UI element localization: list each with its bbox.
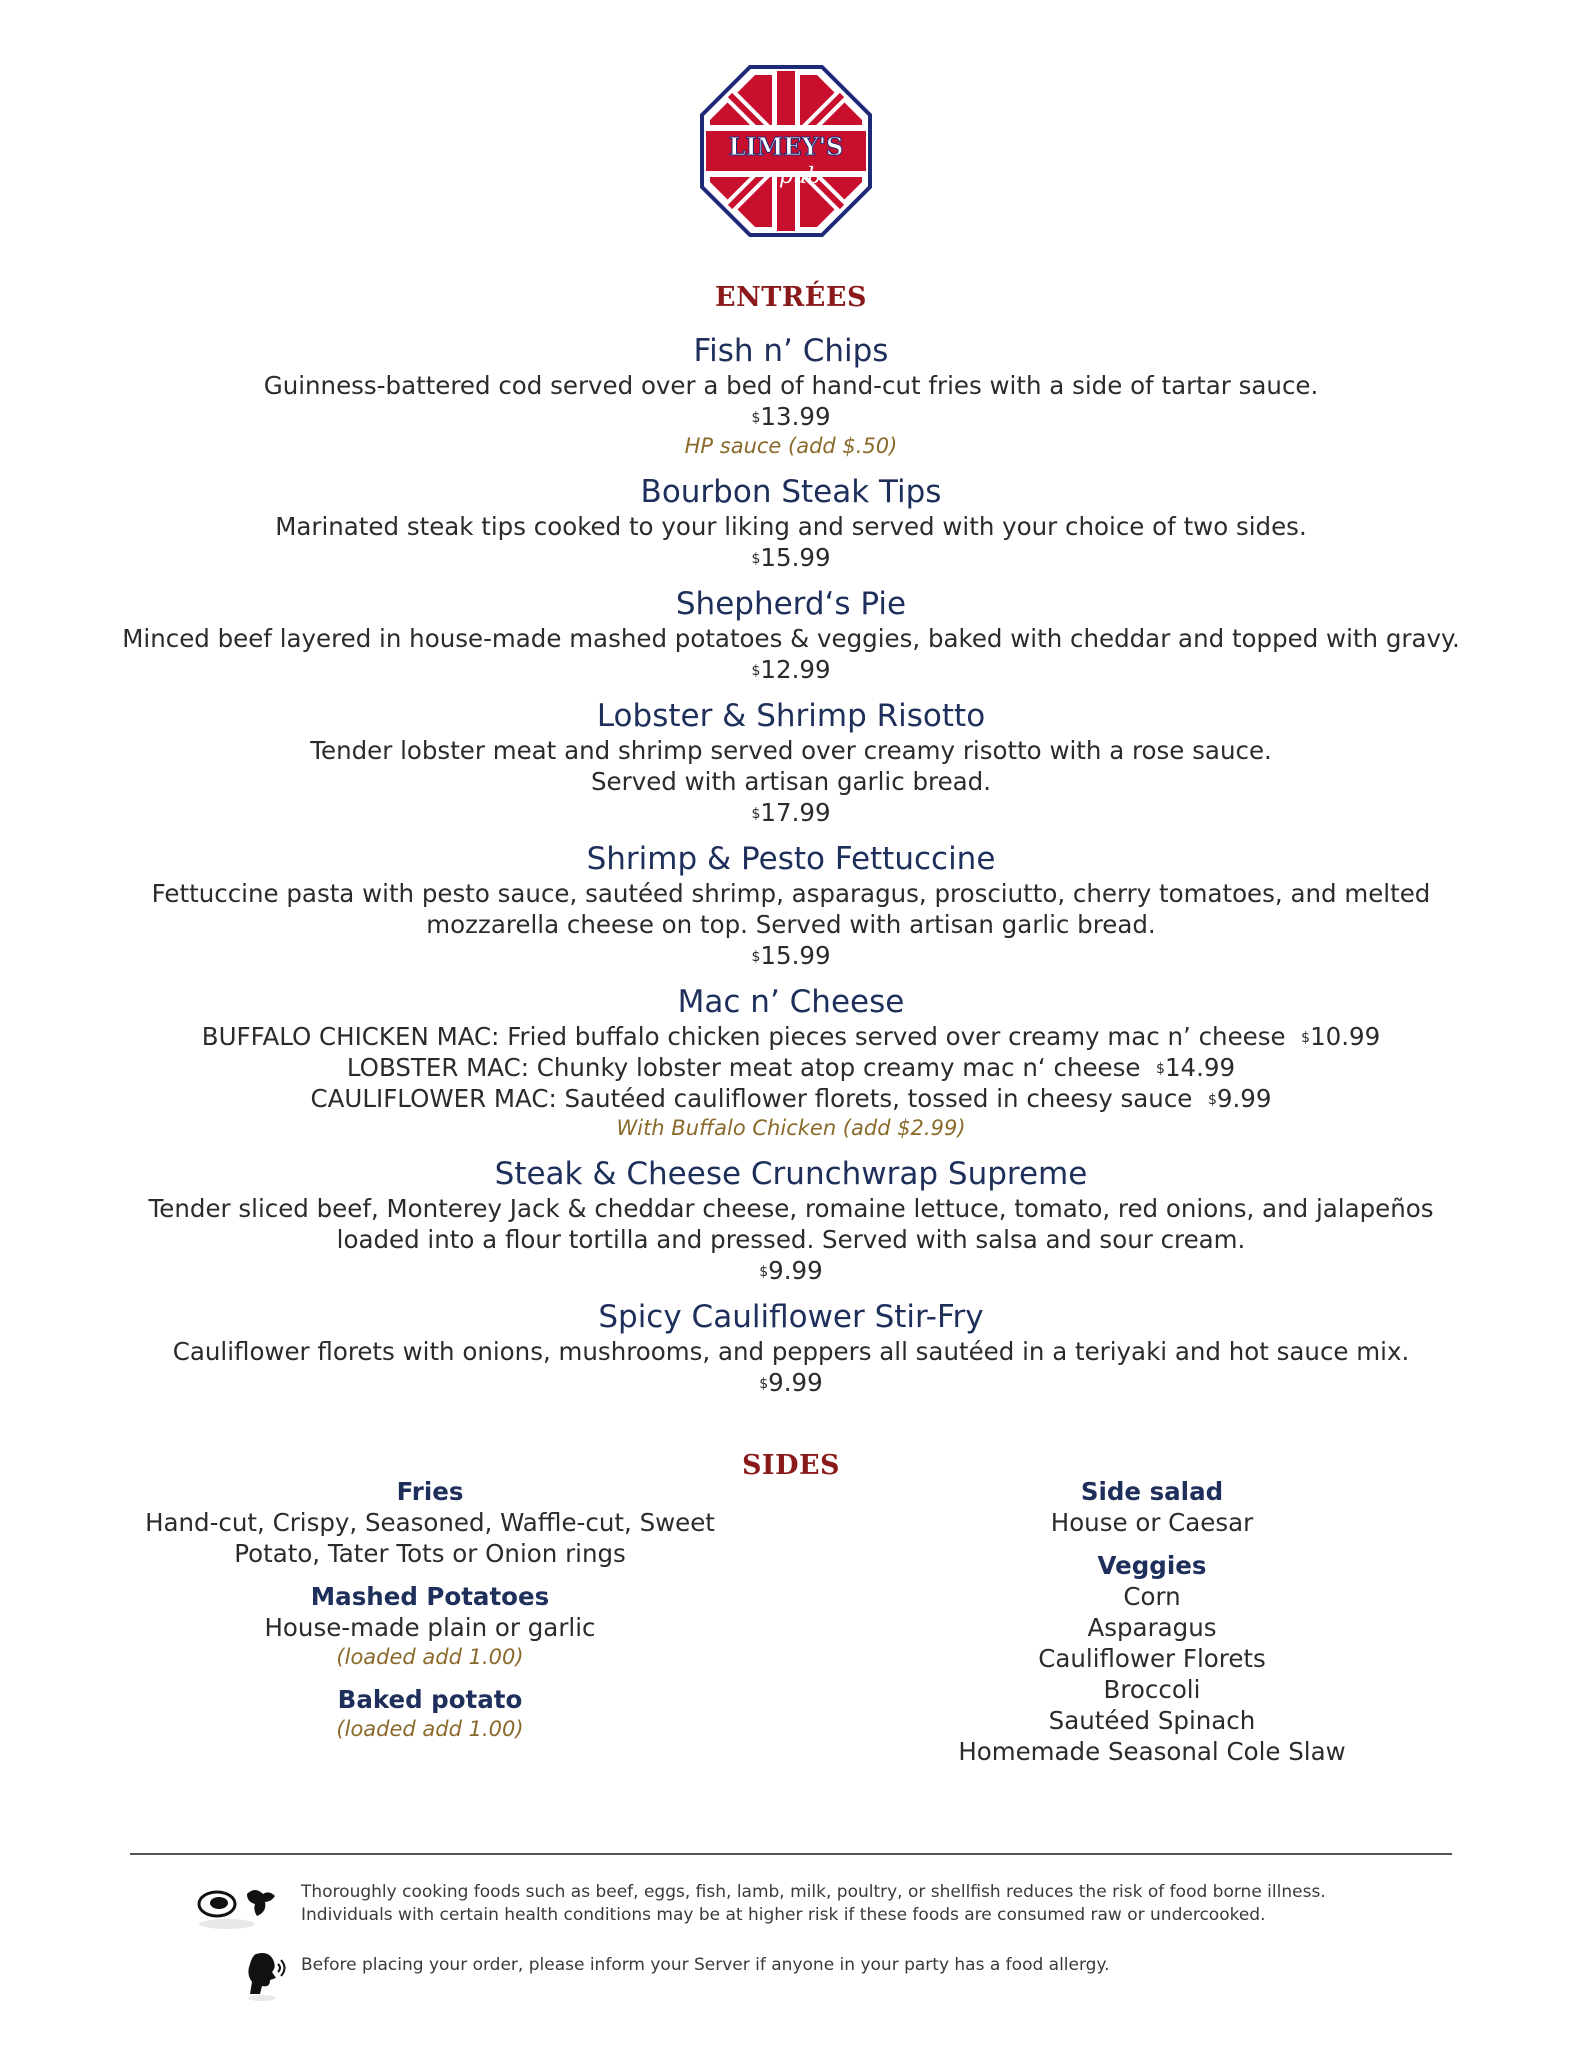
entree-price [759,1368,822,1397]
sides-title: SIDES [741,1450,841,1481]
entree-price-line [0,797,1582,828]
price-value: 15.99 [760,543,831,572]
side-item [110,1476,750,1569]
dollar-sign: $ [751,806,761,822]
mac-variant [0,1052,1582,1083]
entree-name: Shrimp & Pesto Fettuccine [586,841,996,877]
entrees-title: ENTRÉES [715,282,867,313]
entree-price [751,941,830,970]
mac-variant-price [1208,1084,1271,1113]
side-option: Cauliflower Florets [1038,1644,1266,1673]
side-name: Mashed Potatoes [310,1582,550,1611]
entree-description: mozzarella cheese on top. Served with artisan garlic bread. [426,910,1156,939]
price-value: 9.99 [768,1256,823,1285]
dollar-sign: $ [751,663,761,679]
mac-variant [0,1083,1582,1114]
side-item [110,1581,750,1672]
price-value: 15.99 [760,941,831,970]
mac-variant-price [1301,1022,1380,1051]
entree-name: Shepherd‘s Pie [675,586,907,622]
entree-price [751,798,830,827]
side-addon-note: (loaded add 1.00) [336,1645,524,1669]
food-safety-line-1: Thoroughly cooking foods such as beef, eggs, fish, lamb, milk, poultry, or shellfish reduces the risk of food borne illness. [301,1882,1326,1902]
footer-divider [130,1853,1452,1855]
raw-food-icon [197,1876,281,1934]
sides-left-column [110,1476,750,1756]
price-value: 12.99 [760,655,831,684]
food-safety-warning [301,1881,1326,1927]
entree-name: Fish n’ Chips [693,333,889,369]
entree-item [0,840,1582,971]
entree-name: Steak & Cheese Crunchwrap Supreme [494,1156,1088,1192]
side-item [832,1476,1472,1538]
dollar-sign: $ [751,551,761,567]
side-option: Broccoli [1103,1675,1201,1704]
side-option: House-made plain or garlic [264,1613,596,1642]
entree-addon-note: HP sauce (add $.50) [684,434,898,458]
dollar-sign: $ [1301,1030,1311,1046]
price-value: 17.99 [760,798,831,827]
entree-price [751,655,830,684]
entree-item [0,332,1582,461]
limeys-pub-logo [700,65,872,237]
entree-description: Tender sliced beef, Monterey Jack & cheddar cheese, romaine lettuce, tomato, red onions, and jalapeños [148,1194,1434,1223]
entree-description: Tender lobster meat and shrimp served over creamy risotto with a rose sauce. [310,736,1272,765]
dollar-sign: $ [751,949,761,965]
entree-item [0,585,1582,685]
entree-item [0,1155,1582,1286]
side-option: Potato, Tater Tots or Onion rings [234,1539,626,1568]
entree-item [0,697,1582,828]
entree-description: Cauliflower florets with onions, mushrooms, and peppers all sautéed in a teriyaki and hot sauce mix. [172,1337,1410,1366]
side-name: Baked potato [337,1685,523,1714]
mac-variant-text: BUFFALO CHICKEN MAC: Fried buffalo chicken pieces served over creamy mac n’ cheese [201,1022,1286,1051]
entree-item [0,473,1582,573]
side-addon-note: (loaded add 1.00) [336,1717,524,1741]
allergy-speaker-icon [246,1950,286,2002]
side-name: Side salad [1080,1477,1224,1506]
dollar-sign: $ [1156,1061,1165,1077]
entree-description: loaded into a flour tortilla and pressed. Served with salsa and sour cream. [336,1225,1246,1254]
sides-right-column [832,1476,1472,1779]
entree-price-line [0,1367,1582,1398]
entree-description: Marinated steak tips cooked to your liking and served with your choice of two sides. [275,512,1307,541]
dollar-sign: $ [759,1376,769,1392]
price-value: 9.99 [1216,1084,1272,1113]
entree-addon-note: With Buffalo Chicken (add $2.99) [616,1116,966,1140]
price-value: 10.99 [1310,1022,1381,1051]
food-safety-line-2: Individuals with certain health conditions may be at higher risk if these foods are consumed raw or undercooked. [301,1905,1266,1925]
entree-name: Lobster & Shrimp Risotto [596,698,986,734]
mac-variant-price [1156,1053,1235,1082]
side-option: Homemade Seasonal Cole Slaw [958,1737,1346,1766]
side-name: Veggies [1097,1551,1207,1580]
mac-variant-text: CAULIFLOWER MAC: Sautéed cauliflower florets, tossed in cheesy sauce [310,1084,1193,1113]
entree-name: Bourbon Steak Tips [640,474,942,510]
entree-price-line [0,940,1582,971]
mac-variant [0,1021,1582,1052]
entree-price [751,402,830,431]
price-value: 9.99 [768,1368,823,1397]
entree-price-line [0,401,1582,432]
entree-price [759,1256,822,1285]
side-option: Sautéed Spinach [1048,1706,1256,1735]
side-name: Fries [396,1477,464,1506]
allergy-notice: Before placing your order, please inform your Server if anyone in your party has a food allergy. [301,1955,1110,1975]
logo-text-sub: pub [778,164,822,189]
entree-item [0,983,1582,1143]
entree-name: Mac n’ Cheese [677,984,905,1020]
mac-variant-text: LOBSTER MAC: Chunky lobster meat atop creamy mac n‘ cheese [346,1053,1141,1082]
entree-price-line [0,542,1582,573]
entree-price-line [0,654,1582,685]
entree-name: Spicy Cauliflower Stir-Fry [598,1299,984,1335]
entree-description: Fettuccine pasta with pesto sauce, sautéed shrimp, asparagus, prosciutto, cherry tomatoes, and melted [151,879,1431,908]
entree-price-line [0,1255,1582,1286]
side-option: Asparagus [1087,1613,1217,1642]
dollar-sign: $ [751,410,761,426]
entree-price [751,543,830,572]
entree-description: Minced beef layered in house-made mashed potatoes & veggies, baked with cheddar and topped with gravy. [122,624,1460,653]
dollar-sign: $ [759,1264,769,1280]
entree-description: Guinness-battered cod served over a bed of hand-cut fries with a side of tartar sauce. [263,371,1319,400]
side-item [110,1684,750,1744]
price-value: 13.99 [760,402,831,431]
dollar-sign: $ [1207,1092,1217,1108]
logo-text-main: LIMEY'S [728,132,844,161]
side-item [832,1550,1472,1767]
side-option: Corn [1123,1582,1181,1611]
entree-description: Served with artisan garlic bread. [591,767,991,796]
side-option: Hand-cut, Crispy, Seasoned, Waffle-cut, Sweet [145,1508,715,1537]
price-value: 14.99 [1164,1053,1236,1082]
entree-item [0,1298,1582,1398]
side-option: House or Caesar [1050,1508,1254,1537]
entrees-list [0,332,1582,1410]
